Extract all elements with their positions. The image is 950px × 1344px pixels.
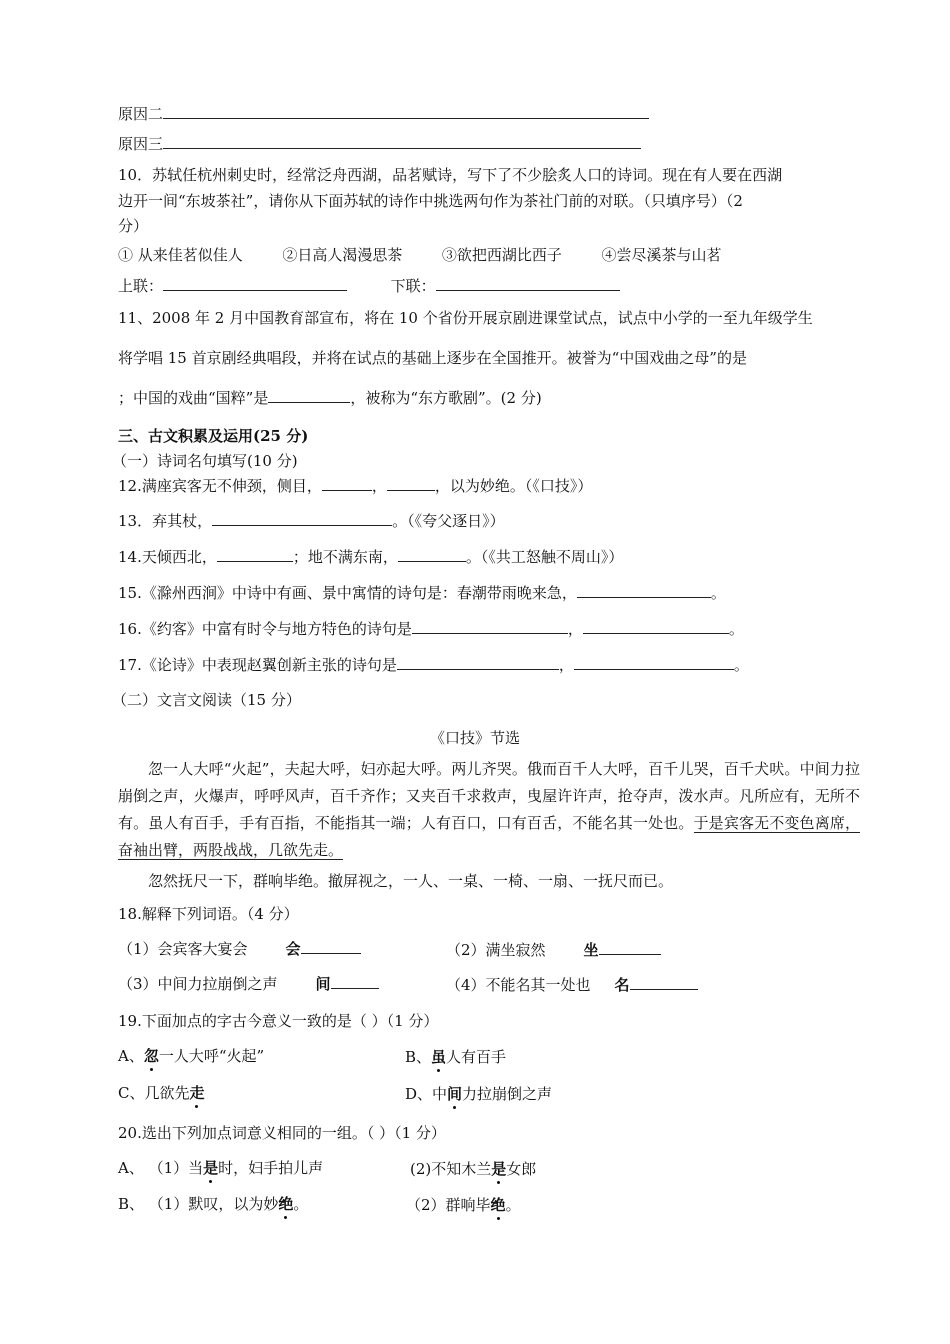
q12-blank-1[interactable] [322,476,372,491]
passage-paragraph-2: 忽然抚尺一下，群响毕绝。撤屏视之，一人、一桌、一椅、一扇、一抚尺而已。 [148,872,674,890]
q18-item-1-word: 会 [285,940,301,958]
reason-3-line [118,134,641,154]
q20-b1-dotted: 绝 [278,1195,294,1213]
q18-item-4-word: 名 [614,976,630,994]
q19-d-post: 力拉崩倒之声 [462,1085,553,1103]
reason-2-blank[interactable] [163,104,649,119]
reason-2-line [118,104,649,124]
q18-item-2-text: （2）满坐寂然 [446,941,546,959]
q18-item-3-word: 间 [315,975,331,993]
q19-title: 19.下面加点的字古今意义一致的是（ ）（1 分） [118,1012,439,1030]
q18-item-2-word: 坐 [583,941,599,959]
q14-text-a: 14.天倾西北， [118,548,217,566]
q18-item-3-text: （3）中间力拉崩倒之声 [118,975,278,993]
q19-a-pre: A、 [118,1047,144,1065]
q14-text-b: ；地不满东南， [292,548,398,566]
q20-option-b-2[interactable] [406,1194,521,1215]
reason-3-label: 原因三 [118,135,164,153]
q20-b1-post: 。 [293,1195,309,1213]
reason-3-blank[interactable] [163,134,641,149]
q20-b2-post: 。 [505,1196,521,1214]
q13-text-a: 13．弃其杖， [118,512,213,530]
q17-blank-2[interactable] [574,655,734,670]
q20-b1-pre: B、 （1）默叹，以为妙 [118,1195,279,1213]
q15-text-b: 。 [710,584,726,602]
q10-option-4: ④尝尽溪茶与山茗 [601,246,722,264]
q19-b-dotted: 虽 [431,1048,447,1066]
q16-text-a: 16.《约客》中富有时令与地方特色的诗句是 [118,620,412,638]
q14-blank-1[interactable] [217,547,293,562]
q20-title: 20.选出下列加点词意义相同的一组。（ ）（1 分） [118,1124,446,1142]
q18-item-4 [446,974,698,995]
q13-blank[interactable] [212,511,392,526]
lower-couplet-label: 下联： [390,277,436,295]
q19-c-dotted: 走 [189,1084,205,1102]
q20-option-a-2[interactable] [410,1158,536,1179]
q12-text-c: ，以为妙绝。（《口技》） [434,477,593,495]
q11-line-3 [118,388,542,408]
section-3-sub-2: （二）文言文阅读（15 分） [112,691,301,709]
q14-line [118,547,623,567]
q11-text-b: ，被称为“东方歌剧”。(2 分) [350,389,542,407]
reason-2-label: 原因二 [118,105,164,123]
q11-text-a: ；中国的戏曲“国粹”是 [118,389,269,407]
q13-text-b: 。（《夸父逐日》） [392,512,505,530]
q10-option-1: ① 从来佳茗似佳人 [118,246,243,264]
q20-a2-pre: (2)不知木兰 [410,1160,492,1178]
passage-paragraph-1 [118,756,860,864]
q19-option-d[interactable] [405,1083,552,1104]
q11-line-1: 11、2008 年 2 月中国教育部宣布，将在 10 个省份开展京剧进课堂试点，试点中小学的一至九年级学生 [118,309,813,327]
q17-text-c: 。 [733,656,749,674]
q10-option-2: ②日高人渴漫思茶 [282,246,403,264]
q20-a1-pre: A、 （1）当 [118,1159,204,1177]
q20-a2-dotted: 是 [491,1160,507,1178]
section-3-title: 三、古文积累及运用(25 分) [118,427,309,445]
q19-option-b[interactable] [405,1046,506,1067]
q16-text-c: 。 [728,620,744,638]
q10-line-2: 边开一间“东坡茶社”，请你从下面苏轼的诗作中挑选两句作为茶社门前的对联。（只填序号）（2 [118,192,743,210]
q10-line-3: 分） [118,217,149,235]
q20-a2-post: 女郎 [506,1160,537,1178]
passage-title: 《口技》节选 [429,729,520,747]
q20-b2-dotted: 绝 [490,1196,506,1214]
q19-b-pre: B、 [405,1048,432,1066]
q19-d-pre: D、中 [405,1085,448,1103]
q20-a1-dotted: 是 [203,1159,219,1177]
q10-option-3: ③欲把西湖比西子 [441,246,562,264]
q19-c-pre: C、几欲先 [118,1084,190,1102]
q17-line [118,655,749,675]
q18-title: 18.解释下列词语。（4 分） [118,905,299,923]
section-3-sub-1: （一）诗词名句填写(10 分) [112,452,298,470]
q12-blank-2[interactable] [387,476,435,491]
q18-item-3-blank[interactable] [331,974,379,989]
q16-line [118,619,744,639]
q18-item-2 [446,939,661,960]
q14-text-c: 。（《共工怒触不周山》） [465,548,624,566]
q10-line-1: 10．苏轼任杭州刺史时，经常泛舟西湖，品茗赋诗，写下了不少脍炙人口的诗词。现在有人要在西湖 [118,166,783,184]
q15-text-a: 15.《滁州西涧》中诗中有画、景中寓情的诗句是：春潮带雨晚来急， [118,584,577,602]
q15-blank[interactable] [577,583,711,598]
q18-item-1-blank[interactable] [301,939,361,954]
q12-text-a: 12.满座宾客无不伸颈，侧目， [118,477,322,495]
upper-couplet-blank[interactable] [163,276,347,291]
q18-item-2-blank[interactable] [599,940,661,955]
q19-a-post: 一人大呼“火起” [158,1047,265,1065]
q20-a1-post: 时，妇手拍儿声 [218,1159,324,1177]
q10-options [118,245,722,265]
q13-line [118,511,505,531]
q11-blank[interactable] [268,388,350,403]
q19-a-dotted: 忽 [143,1047,159,1065]
q20-option-b-1[interactable] [118,1194,308,1214]
q14-blank-2[interactable] [398,547,466,562]
q18-item-4-text: （4）不能名其一处也 [446,976,591,994]
q19-d-dotted: 间 [447,1085,463,1103]
lower-couplet-blank[interactable] [436,276,620,291]
q19-option-c[interactable] [118,1083,205,1103]
q18-item-3 [118,974,379,994]
q17-text-b: ， [558,656,574,674]
q11-line-2: 将学唱 15 首京剧经典唱段，并将在试点的基础上逐步在全国推开。被誉为“中国戏曲之母”的是 [118,349,747,367]
q18-item-1 [118,939,361,959]
q16-blank-2[interactable] [583,619,729,634]
q17-text-a: 17.《论诗》中表现赵翼创新主张的诗句是 [118,656,397,674]
q15-line [118,583,726,603]
passage-p1-text: 忽一人大呼“火起”，夫起大呼，妇亦起大呼。两儿齐哭。俄而百千人大呼，百千儿哭，百千犬吠。中间力拉崩倒之声，火爆声，呼呼风声，百千齐作；又夹百千求救声，曳屋许许声，抢夺声，泼水声。凡所应有，无所不有。虽人有百手，手有百指，不能指其一端；人有百口，口有百舌，不能名其一处也。 [118,760,860,832]
q10-couplet-line [118,276,620,296]
q12-line [118,476,592,496]
q16-text-b: ， [567,620,583,638]
q18-item-4-blank[interactable] [630,975,698,990]
q18-item-1-text: （1）会宾客大宴会 [118,940,248,958]
q17-blank-1[interactable] [397,655,559,670]
upper-couplet-label: 上联： [118,277,164,295]
q20-option-a-1[interactable] [118,1158,323,1178]
q20-b2-pre: （2）群响毕 [406,1196,491,1214]
q16-blank-1[interactable] [412,619,568,634]
q19-b-post: 人有百手 [446,1048,507,1066]
passage-underlined-sentence: 于是宾客无不变色离席，奋袖出臂，两股战战，几欲先走。 [118,814,860,859]
q12-text-b: ， [371,477,387,495]
q19-option-a[interactable] [118,1046,264,1066]
